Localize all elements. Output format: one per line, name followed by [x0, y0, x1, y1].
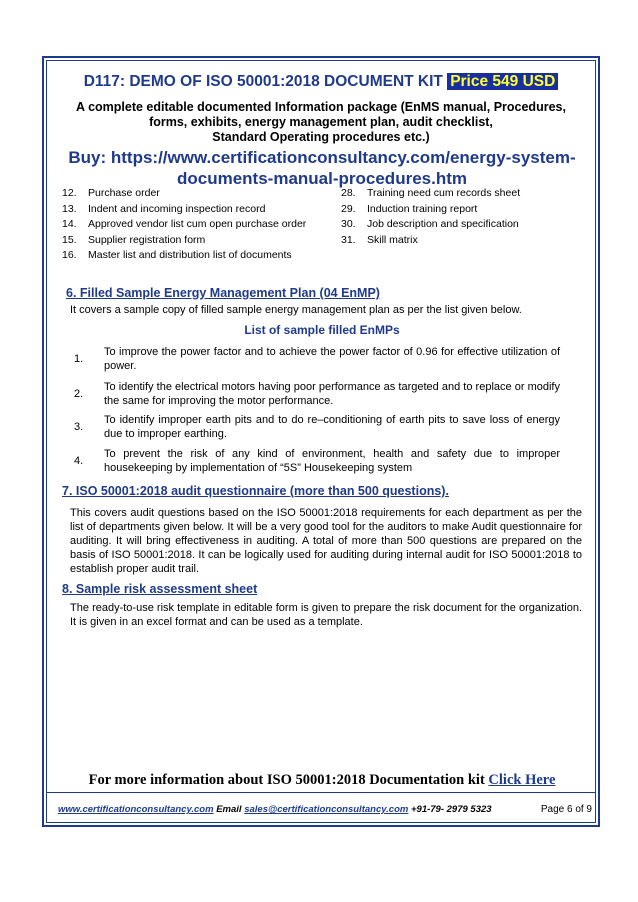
- click-here-link[interactable]: Click Here: [488, 772, 556, 788]
- list-item: [341, 217, 520, 233]
- list-item-text: Approved vendor list cum open purchase order: [88, 218, 307, 231]
- enmp-item-text: To improve the power factor and to achieve the power factor of 0.96 for effective utilization of power.: [104, 346, 560, 372]
- list-item-text: Skill matrix: [367, 233, 418, 246]
- enmp-item-text: To identify the electrical motors having poor performance as targeted and to replace or modify the same for improving the motor performance.: [104, 381, 560, 407]
- list-item-number: 16.: [62, 249, 77, 262]
- section7-heading: 7. ISO 50001:2018 audit questionnaire (more than 500 questions).: [62, 484, 449, 498]
- list-item: [62, 202, 306, 218]
- website-link[interactable]: www.certificationconsultancy.com: [58, 804, 214, 815]
- list-item-text: Indent and incoming inspection record: [88, 202, 266, 215]
- procedure-list-left: [62, 186, 306, 264]
- list-item-text: Training need cum records sheet: [367, 187, 521, 199]
- subtitle-line: Standard Operating procedures etc.): [212, 130, 430, 144]
- list-item-number: 29.: [341, 202, 356, 215]
- enmp-item-text: To prevent the risk of any kind of environment, health and safety due to improper housekeeping by implementation of “5S” Housekeeping system: [104, 448, 560, 474]
- enmp-item-number: 2.: [74, 388, 84, 400]
- enmp-item: [70, 345, 560, 373]
- buy-link[interactable]: Buy: https://www.certificationconsultancy.com/energy-system-documents-manual-procedures.htm: [68, 148, 576, 188]
- list-item-number: 12.: [62, 187, 77, 199]
- email-label: Email: [216, 804, 242, 815]
- list-item: [62, 233, 306, 249]
- section8-heading: 8. Sample risk assessment sheet: [62, 582, 258, 596]
- list-item: [341, 233, 520, 249]
- title-text: D117: DEMO OF ISO 50001:2018 DOCUMENT KIT: [83, 73, 443, 90]
- list-item: [62, 186, 306, 202]
- contact-line: [58, 804, 588, 815]
- list-item-text: Supplier registration form: [88, 233, 206, 246]
- list-item-number: 30.: [341, 218, 356, 231]
- list-item: [62, 248, 306, 264]
- enmp-item: [70, 380, 560, 408]
- list-item-number: 14.: [62, 218, 77, 231]
- footer-divider: [46, 792, 596, 793]
- price-badge: Price 549 USD: [447, 73, 558, 90]
- document-subtitle: [58, 100, 584, 145]
- page-number: Page 6 of 9: [540, 804, 592, 815]
- section8-text: The ready-to-use risk template in editable form is given to prepare the risk document for the organization. It is given in an excel format and can be used as a template.: [70, 602, 582, 628]
- enmp-item-number: 1.: [74, 353, 84, 365]
- subtitle-line: A complete editable documented Information package (EnMS manual, Procedures,: [76, 100, 566, 114]
- more-info-line: [62, 772, 582, 789]
- enmp-item: [70, 413, 560, 441]
- list-item-text: Job description and specification: [367, 218, 519, 231]
- list-item-text: Purchase order: [88, 187, 160, 199]
- list-item: [62, 217, 306, 233]
- list-item: [341, 202, 520, 218]
- list-item-text: Master list and distribution list of documents: [88, 249, 292, 262]
- enmp-item: [70, 447, 560, 475]
- phone-number: +91-79- 2979 5323: [410, 804, 492, 815]
- list-item-number: 13.: [62, 202, 77, 215]
- enmp-item-number: 4.: [74, 455, 84, 467]
- enmp-list-heading: List of sample filled EnMPs: [244, 323, 400, 337]
- section6-heading: 6. Filled Sample Energy Management Plan (04 EnMP): [66, 286, 380, 300]
- email-link[interactable]: sales@certificationconsultancy.com: [244, 804, 409, 815]
- enmp-item-number: 3.: [74, 421, 84, 433]
- list-item-number: 31.: [341, 233, 356, 246]
- list-item: [341, 186, 520, 202]
- document-title: [42, 73, 600, 91]
- enmp-item-text: To identify improper earth pits and to do re–conditioning of earth pits to save loss of energy due to improper earthing.: [104, 414, 560, 440]
- section6-intro: It covers a sample copy of filled sample energy management plan as per the list given below.: [70, 304, 522, 316]
- more-info-text: For more information about ISO 50001:2018 Documentation kit: [88, 772, 485, 788]
- subtitle-line: forms, exhibits, energy management plan, audit checklist,: [149, 115, 493, 129]
- list-item-number: 15.: [62, 233, 77, 246]
- list-item-number: 28.: [341, 187, 356, 199]
- section7-text: This covers audit questions based on the ISO 50001:2018 requirements for each department as per the list of departments given below. It will be a very good tool for the auditors to make Audit questionnaire for auditing. It will bring effectiveness in auditing. A total of more than 500 questions are prepared on the basis of ISO 50001:2018. It can be logically used for auditing during internal audit for ISO 50001:2018 to establish proper audit trail.: [70, 507, 582, 575]
- list-item-text: Induction training report: [367, 202, 478, 215]
- procedure-list-right: [341, 186, 520, 248]
